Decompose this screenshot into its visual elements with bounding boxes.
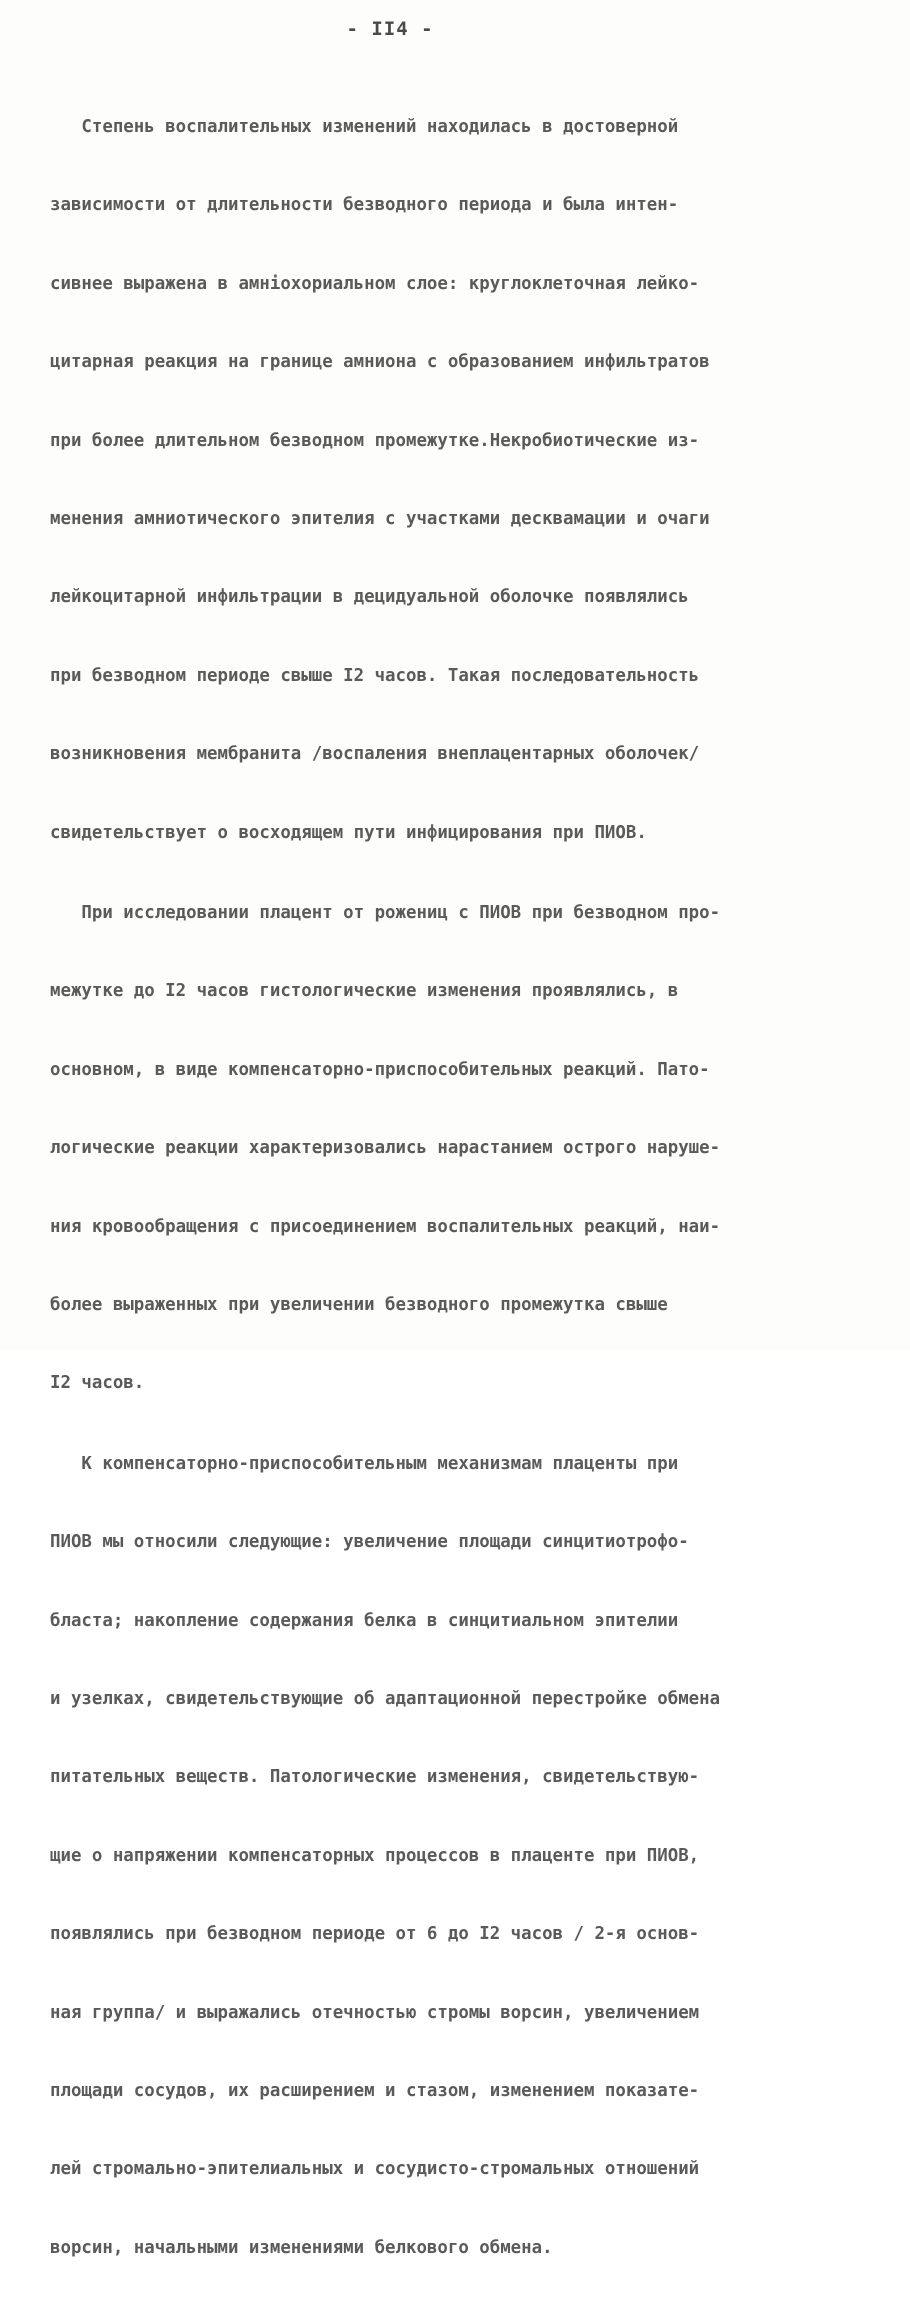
text-line: ПИОВ мы относили следующие: увеличение площади синцитиотрофо- [50, 1532, 689, 1553]
text-line: ворсин, начальными изменениями белкового обмена. [50, 2237, 553, 2258]
text-line: При исследовании плацент от рожениц с ПИОВ при безводном про- [50, 903, 721, 924]
text-line: площади сосудов, их расширением и стазом, изменением показате- [50, 2080, 700, 2101]
text-line: основном, в виде компенсаторно-приспособительных реакций. Пато- [50, 1059, 710, 1080]
text-line: ная группа/ и выражались отечностью стромы ворсин, увеличением [50, 2002, 700, 2023]
text-line: более выраженных при увеличении безводного промежутка свыше [50, 1294, 668, 1315]
text-line: бласта; накопление содержания белка в синцитиальном эпителии [50, 1610, 679, 1631]
text-line: при безводном периоде свыше I2 часов. Такая последовательность [50, 665, 700, 686]
text-line: менения амниотического эпителия с участками десквамации и очаги [50, 508, 710, 529]
text-line: при более длительном безводном промежутке.Некробиотические из- [50, 430, 700, 451]
text-line: I2 часов. [50, 1373, 145, 1394]
text-line: цитарная реакция на границе амниона с образованием инфильтратов [50, 352, 710, 373]
text-line: возникновения мембранита /воспаления внеплацентарных оболочек/ [50, 744, 700, 765]
text-line: свидетельствует о восходящем пути инфицирования при ПИОВ. [50, 822, 647, 843]
text-line: зависимости от длительности безводного периода и была интен- [50, 195, 679, 216]
text-line: и узелках, свидетельствующие об адаптационной перестройке обмена [50, 1689, 721, 1710]
page-number: - II4 - [346, 18, 434, 40]
text-line: появлялись при безводном периоде от 6 до I2 часов / 2-я основ- [50, 1924, 700, 1945]
text-line: питательных веществ. Патологические изменения, свидетельствую- [50, 1767, 700, 1788]
text-line: Степень воспалительных изменений находилась в достоверной [50, 117, 679, 137]
text-line: щие о напряжении компенсаторных процессов в плаценте при ПИОВ, [50, 1845, 700, 1866]
text-line: К компенсаторно-приспособительным механизмам плаценты при [50, 1453, 679, 1474]
text-line: логические реакции характеризовались нарастанием острого наруше- [50, 1138, 721, 1159]
body-text [50, 68, 890, 2307]
text-line: межутке до I2 часов гистологические изменения проявлялись, в [50, 981, 679, 1002]
text-line: сивнее выражена в амнiохориальном слое: круглоклеточная лейко- [50, 273, 700, 294]
text-line: ния кровообращения с присоединением воспалительных реакций, наи- [50, 1216, 721, 1237]
text-line: лейкоцитарной инфильтрации в децидуальной оболочке появлялись [50, 587, 689, 608]
text-line: лей стромально-эпителиальных и сосудисто-стромальных отношений [50, 2159, 700, 2180]
